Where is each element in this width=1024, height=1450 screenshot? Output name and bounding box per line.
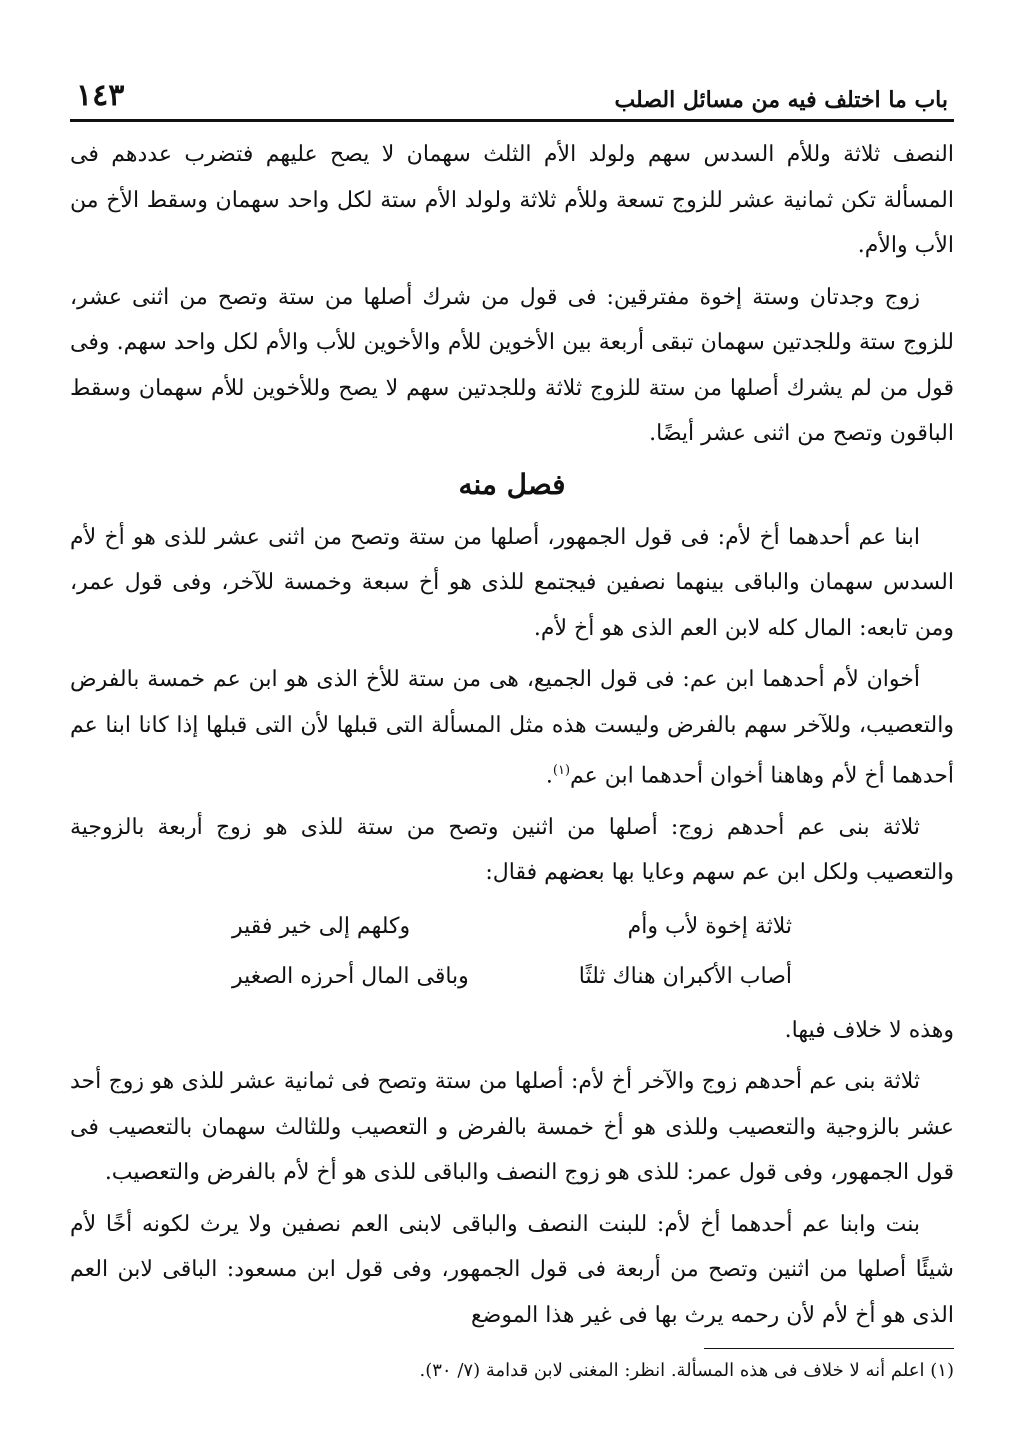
section-heading: فصل منه <box>458 467 566 501</box>
paragraph: ثلاثة بنى عم أحدهم زوج والآخر أخ لأم: أصلها من ستة وتصح فى ثمانية عشر للذى هو زوج أحد عشر بالزوجية والتعصيب وللذى هو أخ خمسة بالفرض و التعصيب وللثالث سهمان بالتعصيب فى قول الجمهور، وفى قول عمر: للذى هو زوج النصف والباقى للذى هو أخ لأم بالفرض والتعصيب. <box>70 1069 954 1186</box>
verse-first-hemistich: ثلاثة إخوة لأب وأم <box>627 913 792 939</box>
poem-verse <box>70 952 954 1002</box>
paragraph: النصف ثلاثة وللأم السدس سهم ولولد الأم الثلث سهمان لا يصح عليهم فتضرب عددهم فى المسألة تكن ثمانية عشر للزوج تسعة وللأم ثلاثة ولولد الأم ستة لكل واحد سهمان وسقط الأخ من الأب والأم. <box>70 142 954 258</box>
paragraph: ثلاثة بنى عم أحدهم زوج: أصلها من اثنين وتصح من ستة للذى هو زوج أربعة بالزوجية والتعصيب ولكل ابن عم سهم وعايا بها بعضهم فقال: <box>70 814 954 886</box>
paragraph-text: أخوان لأم أحدهما ابن عم: فى قول الجميع، هى من ستة للأخ الذى هو ابن عم خمسة بالفرض والتعصيب، وللآخر سهم بالفرض وليست هذه مثل المسألة التى قبلها لأن التى قبلها إذا كانا ابنا عم أحدهما أخ لأم وهاهنا أخوان أحدهما ابن عم <box>70 667 954 789</box>
paragraph-end: . <box>545 763 553 789</box>
page-header <box>70 78 954 122</box>
page-number: ١٤٣ <box>76 78 125 113</box>
footnote: (١) اعلم أنه لا خلاف فى هذه المسألة. انظر: المغنى لابن قدامة (٧/ ٣٠). <box>419 1360 954 1381</box>
paragraph: زوج وجدتان وستة إخوة مفترقين: فى قول من شرك أصلها من ستة وتصح من اثنى عشر، للزوج ستة وللجدتين سهمان تبقى أربعة بين الأخوين للأم والأخوين للأب والأم لكل واحد سهم. وفى قول من لم يشرك أصلها من ستة للزوج ثلاثة وللجدتين سهم لا يصح وللأخوين للأم سهمان وسقط الباقون وتصح من اثنى عشر أيضًا. <box>70 284 954 446</box>
verse-second-hemistich: وباقى المال أحرزه الصغير <box>232 963 469 989</box>
chapter-title: باب ما اختلف فيه من مسائل الصلب <box>614 87 948 113</box>
footnote-divider <box>704 1348 954 1349</box>
poem <box>70 902 954 1002</box>
footnote-reference: (١) <box>552 763 571 778</box>
paragraph-with-footnote <box>70 657 954 799</box>
verse-second-hemistich: وكلهم إلى خير فقير <box>232 913 411 939</box>
paragraph: ابنا عم أحدهما أخ لأم: فى قول الجمهور، أصلها من ستة وتصح من اثنى عشر للذى هو أخ لأم السدس سهمان والباقى بينهما نصفين فيجتمع للذى هو أخ سبعة وخمسة للآخر، وفى قول عمر، ومن تابعه: المال كله لابن العم الذى هو أخ لأم. <box>70 524 954 641</box>
verse-first-hemistich: أصاب الأكبران هناك ثلثًا <box>578 963 792 989</box>
poem-verse <box>70 902 954 952</box>
page-body <box>70 132 954 1338</box>
paragraph: بنت وابنا عم أحدهما أخ لأم: للبنت النصف والباقى لابنى العم نصفين ولا يرث لكونه أخًا لأم شيئًا أصلها من اثنين وتصح من أربعة فى قول الجمهور، وفى قول ابن مسعود: الباقى لابن العم الذى هو أخ لأم لأن رحمه يرث بها فى غير هذا الموضع <box>70 1211 954 1328</box>
paragraph: وهذه لا خلاف فيها. <box>784 1017 954 1043</box>
